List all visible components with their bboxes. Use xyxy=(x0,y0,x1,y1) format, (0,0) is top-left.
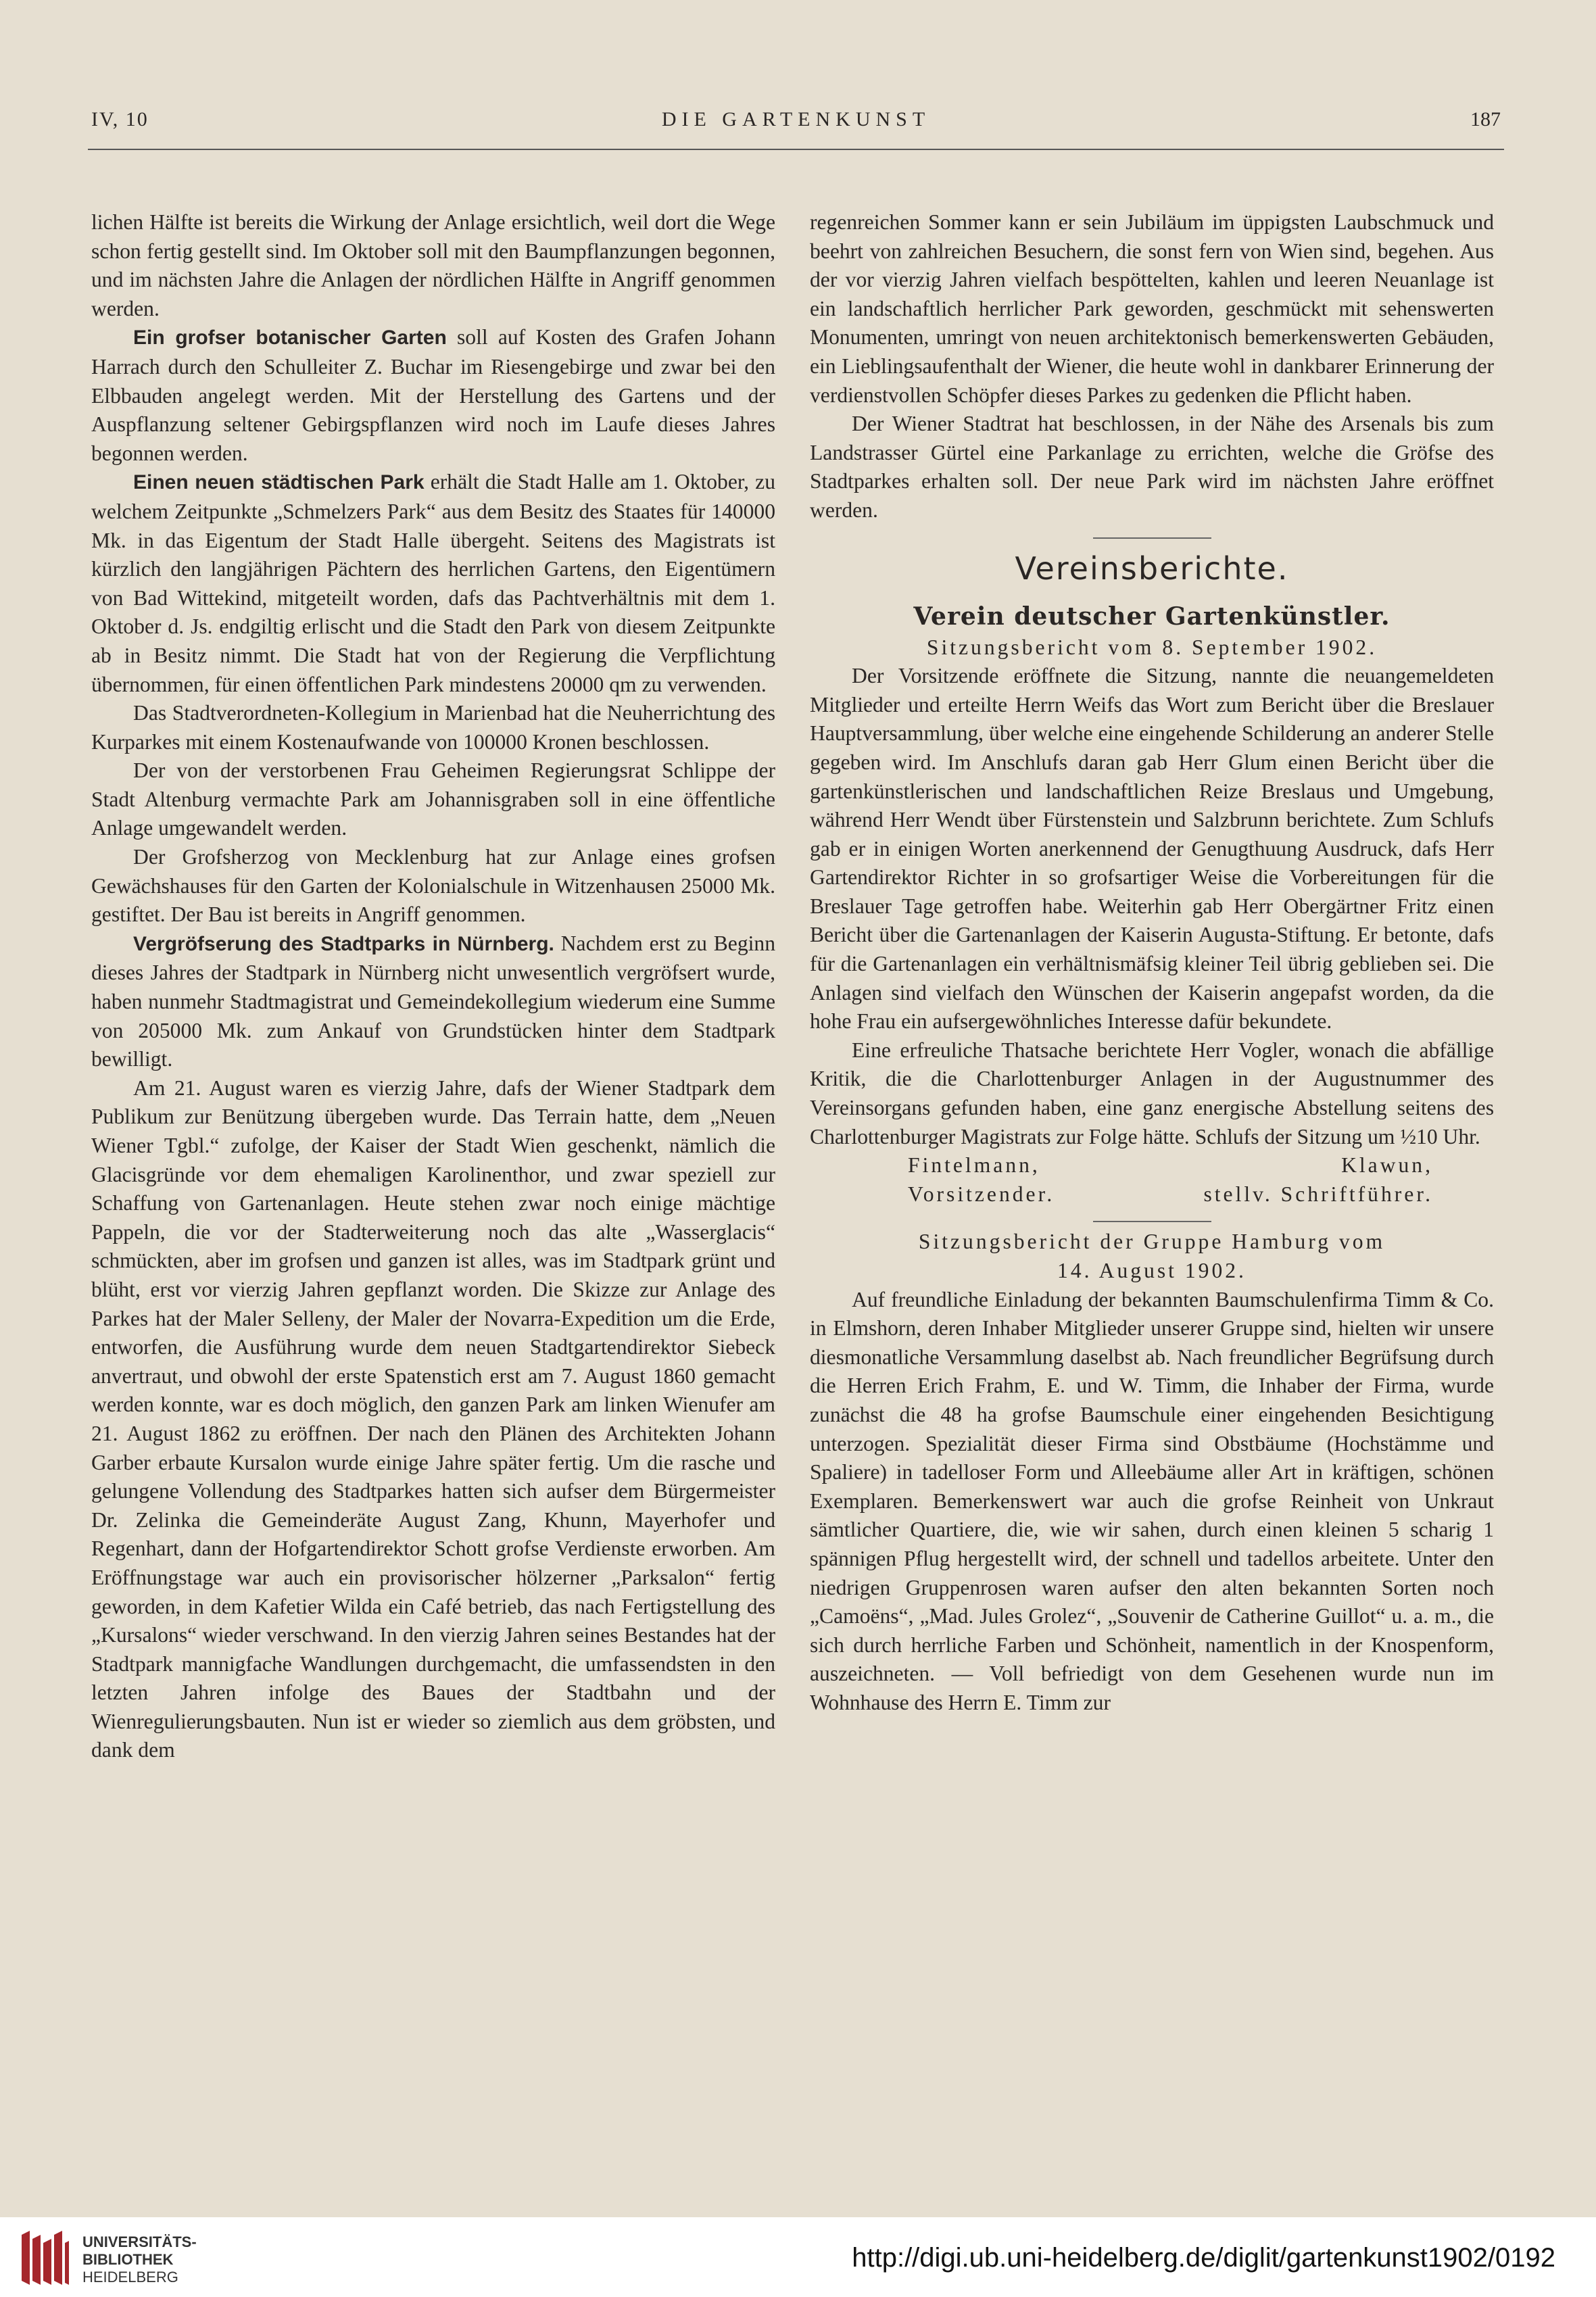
paragraph-text: Der Grofsherzog von Mecklenburg hat zur Anlage eines grofsen Gewächshauses für den Garten der Kolonialschule in Witzenhausen 25000 Mk. gestiftet. Der Bau ist bereits in Angriff genommen. xyxy=(91,845,775,927)
left-column xyxy=(91,208,775,1765)
separator-rule xyxy=(1093,537,1211,539)
paragraph-text: Der Vorsitzende eröffnete die Sitzung, nannte die neuangemeldeten Mitglieder und erteilte Herrn Weifs das Wort zum Bericht über die Breslauer Hauptversammlung, über welche eine eingehende Schilderung an anderer Stelle gegeben wird. Im Anschlufs daran gab Herr Glum einen Bericht über die gartenkünstlerischen und landschaftlichen Reize Breslaus und Umgebung, während Herr Wendt über Fürstenstein und Salzbrunn berichtete. Zum Schlufs gab er in einigen Worten anerkennend der Genugthuung Ausdruck, dafs Herr Gartendirektor Richter in so grofsartiger Weise die Vorbereitungen für die Breslauer Tage getroffen habe. Weiterhin gab Herr Obergärtner Fritz einen Bericht über die Gartenanlagen der Kaiserin Augusta-Stiftung. Er betonte, dafs für die Gartenanlagen ein verhältnismäfsig kleiner Teil übrig geblieben sei. Die Anlagen sind vielfach den Wünschen der Kaiserin angepafst worden, da die hohe Frau ein aufsergewöhnliches Interesse dafür bekundete. xyxy=(810,664,1494,1034)
university-logo-icon xyxy=(20,2229,70,2286)
journal-title: DIE GARTENKUNST xyxy=(661,108,931,130)
report-subheading: Sitzungsbericht der Gruppe Hamburg vom xyxy=(918,1230,1386,1254)
paragraph-text: Nachdem erst zu Beginn dieses Jahres der Stadtpark in Nürnberg nicht unwesentlich vergröfsert wurde, haben nunmehr Stadtmagistrat und Gemeindekollegium wiederum eine Summe von 205000 Mk. zum Ankauf von Grundstücken hinter dem Stadtpark bewilligt. xyxy=(91,931,775,1071)
body-paragraph xyxy=(810,1036,1494,1151)
library-name-line1: UNIVERSITÄTS- xyxy=(82,2233,197,2250)
library-name-line3: HEIDELBERG xyxy=(82,2269,178,2286)
header-rule xyxy=(88,149,1504,150)
page-number: 187 xyxy=(1470,108,1501,130)
signature-left: Vorsitzender. xyxy=(908,1182,1055,1206)
body-paragraph xyxy=(91,323,775,468)
body-paragraph xyxy=(810,1286,1494,1718)
signature-right: stellv. Schriftführer. xyxy=(1203,1182,1433,1206)
signature-right: Klawun, xyxy=(1341,1153,1433,1178)
signature-line xyxy=(810,1151,1494,1180)
paragraph-text: lichen Hälfte ist bereits die Wirkung der Anlage ersichtlich, weil dort die Wege schon fertig gestellt sind. Im Oktober soll mit den Baumpflanzungen begonnen, und im nächsten Jahre die Anlagen der nördlichen Hälfte in Angriff genommen werden. xyxy=(91,210,775,320)
running-header xyxy=(91,101,1501,135)
report-subheading: Sitzungsbericht vom 8. September 1902. xyxy=(926,635,1378,659)
paragraph-text: Am 21. August waren es vierzig Jahre, dafs der Wiener Stadtpark dem Publikum zur Benützung übergeben wurde. Das Terrain hatte, dem „Neuen Wiener Tgbl.“ zufolge, der Kaiser der Stadt Wien geschenkt, nämlich die Glacisgründe vor dem ehemaligen Karolinenthor, und zwar speziell zur Schaffung von Gartenanlagen. Heute stehen zwar noch einige mächtige Pappeln, die vor der Stadterweiterung noch das alte „Wasserglacis“ schmückten, aber im grofsen und ganzen ist alles, was im Stadtpark grünt und blüht, erst vor vierzig Jahren gepflanzt worden. Die Skizze zur Anlage des Parkes hat der Maler Selleny, der Maler der Novarra-Expedition um die Erde, entworfen, die Ausführung wurde dem neuen Stadtgartendirektor Siebeck anvertraut, und obwohl der erste Spatenstich erst am 7. August 1860 gemacht werden konnte, war es doch möglich, den ganzen Park am linken Wienufer am 21. August 1862 zu eröffnen. Der nach den Plänen des Architekten Johann Garber erbaute Kursalon wurde einige Jahre später fertig. Um die rasche und gelungene Vollendung des Stadtparkes hatten sich aufser dem Bürgermeister Dr. Zelinka die Gemeinderäte August Zang, Khunn, Mayerhofer und Regenhart, dann der Hofgartendirektor Schott grofse Verdienste erworben. Am Eröffnungstage war auch ein provisorischer hölzerner „Parksalon“ fertig geworden, in dem Kafetier Wilda ein Café betrieb, das nach Fertigstellung des „Kursalons“ wieder verschwand. In den vierzig Jahren seines Bestandes hat der Stadtpark mannigfache Wandlungen durchgemacht, die umfassendsten in den letzten Jahren infolge des Baues der Stadtbahn und der Wienregulierungsbauten. Nun ist er wieder so ziemlich aus dem gröbsten, und dank dem xyxy=(91,1075,775,1762)
source-url-link[interactable]: http://digi.ub.uni-heidelberg.de/diglit/gartenkunst1902/0192 xyxy=(852,2243,1555,2273)
body-paragraph xyxy=(810,410,1494,525)
body-paragraph xyxy=(91,468,775,699)
body-paragraph xyxy=(810,662,1494,1036)
body-paragraph xyxy=(91,843,775,929)
signature-left: Fintelmann, xyxy=(908,1153,1040,1178)
signature-line xyxy=(810,1180,1494,1209)
paragraph-text: regenreichen Sommer kann er sein Jubiläum im üppigsten Laubschmuck und beehrt von zahlreichen Besuchern, die sonst fern von Wien sind, begehen. Aus der vor vierzig Jahren vielfach bespöttelten, kahlen und leeren Neuanlage ist ein landschaftlich herrlicher Park geworden, geschmückt mit sehenswerten Monumenten, umringt von neuen architektonisch bemerkenswerten Gebäuden, ein Lieblingsaufenthalt der Wiener, die heute wohl in dankbarer Erinnerung der verdienstvollen Schöpfer dieses Parkes zu gedenken die Pflicht haben. xyxy=(810,210,1494,407)
paragraph-text: erhält die Stadt Halle am 1. Oktober, zu welchem Zeitpunkte „Schmelzers Park“ aus dem Besitz des Staates für 140000 Mk. in das Eigentum der Stadt Halle übergeht. Seitens des Magistrats ist kürzlich den langjährigen Pächtern des herrlichen Gartens, den Eigentümern von Bad Wittekind, mitgeteilt worden, dafs das Pachtverhältnis mit dem 1. Oktober d. Js. endgiltig erlischt und die Stadt den Park von diesem Zeitpunkte ab in Besitz nimmt. Die Stadt hat von der Regierung die Verpflichtung übernommen, für einen öffentlichen Park mindestens 20000 qm zu verwenden. xyxy=(91,470,775,696)
footer-bar xyxy=(0,2217,1596,2297)
report-subheading: 14. August 1902. xyxy=(1057,1259,1247,1282)
body-paragraph xyxy=(91,208,775,323)
paragraph-text: Der von der verstorbenen Frau Geheimen Regierungsrat Schlippe der Stadt Altenburg vermachte Park am Johannisgraben soll in eine öffentliche Anlage umgewandelt werden. xyxy=(91,758,775,840)
section-heading: Vereinsberichte. xyxy=(1015,550,1289,587)
paragraph-text: Das Stadtverordneten-Kollegium in Marienbad hat die Neuherrichtung des Kurparkes mit einem Kostenaufwande von 100000 Kronen beschlossen. xyxy=(91,701,775,754)
paragraph-lead: Ein grofser botanischer Garten xyxy=(133,327,447,349)
paragraph-text: Auf freundliche Einladung der bekannten Baumschulenfirma Timm & Co. in Elmshorn, deren Inhaber Mitglieder unserer Gruppe sind, hielten wir unsere diesmonatliche Versammlung daselbst ab. Nach freundlicher Begrüfsung durch die Herren Erich Frahm, E. und W. Timm, die Inhaber der Firma, wurde zunächst die 48 ha grofse Baumschule einer eingehenden Besichtigung unterzogen. Spezialität dieser Firma sind Obstbäume (Hochstämme und Spaliere) in tadelloser Form und Alleebäume aller Art in kräftigen, schönen Exemplaren. Bemerkenswert war auch die grofse Reinheit von Unkraut sämtlicher Quartiere, die, wie wir sahen, durch einen kleinen 5 scharig 1 spännigen Pflug hergestellt wird, der schnell und tadellos arbeitete. Unter den niedrigen Gruppenrosen waren aufser den alten bekannten Sorten noch „Camoëns“, „Mad. Jules Grolez“, „Souvenir de Catherine Guillot“ u. a. m., die sich durch herrliche Farben und Schönheit, namentlich in der Knospenform, auszeichneten. — Voll befriedigt von dem Gesehenen wurde nun im Wohnhause des Herrn E. Timm zur xyxy=(810,1287,1494,1714)
issue-number: IV, 10 xyxy=(91,108,149,130)
paragraph-text: soll auf Kosten des Grafen Johann Harrach durch den Schulleiter Z. Buchar im Riesengebirge und zwar bei den Elbbauden angelegt werden. Mit der Herstellung des Gartens und der Auspflanzung seltener Gebirgspflanzen wird noch im Laufe dieses Jahres begonnen werden. xyxy=(91,325,775,465)
paragraph-text: Der Wiener Stadtrat hat beschlossen, in der Nähe des Arsenals bis zum Landstrasser Gürtel eine Parkanlage zu errichten, welche die Gröfse des Stadtparkes erhalten soll. Der neue Park wird im nächsten Jahre eröffnet werden. xyxy=(810,412,1494,522)
library-name xyxy=(82,2233,197,2286)
body-paragraph xyxy=(91,699,775,756)
paragraph-lead: Vergröfserung des Stadtparks in Nürnberg. xyxy=(133,932,554,955)
right-column xyxy=(810,208,1494,1718)
library-name-line2: BIBLIOTHEK xyxy=(82,2251,174,2268)
society-heading: Verein deutscher Gartenkünstler. xyxy=(913,602,1391,631)
paragraph-lead: Einen neuen städtischen Park xyxy=(133,471,425,494)
body-paragraph xyxy=(91,929,775,1074)
separator-rule xyxy=(1093,1221,1211,1222)
body-paragraph xyxy=(91,756,775,843)
paragraph-text: Eine erfreuliche Thatsache berichtete Herr Vogler, wonach die abfällige Kritik, die die Charlottenburger Anlagen in der Augustnummer des Vereinsorgans gefunden haben, eine ganz energische Abstellung seitens des Charlottenburger Magistrats zur Folge hätte. Schlufs der Sitzung um ½10 Uhr. xyxy=(810,1038,1494,1148)
body-paragraph xyxy=(91,1074,775,1765)
body-paragraph xyxy=(810,208,1494,410)
